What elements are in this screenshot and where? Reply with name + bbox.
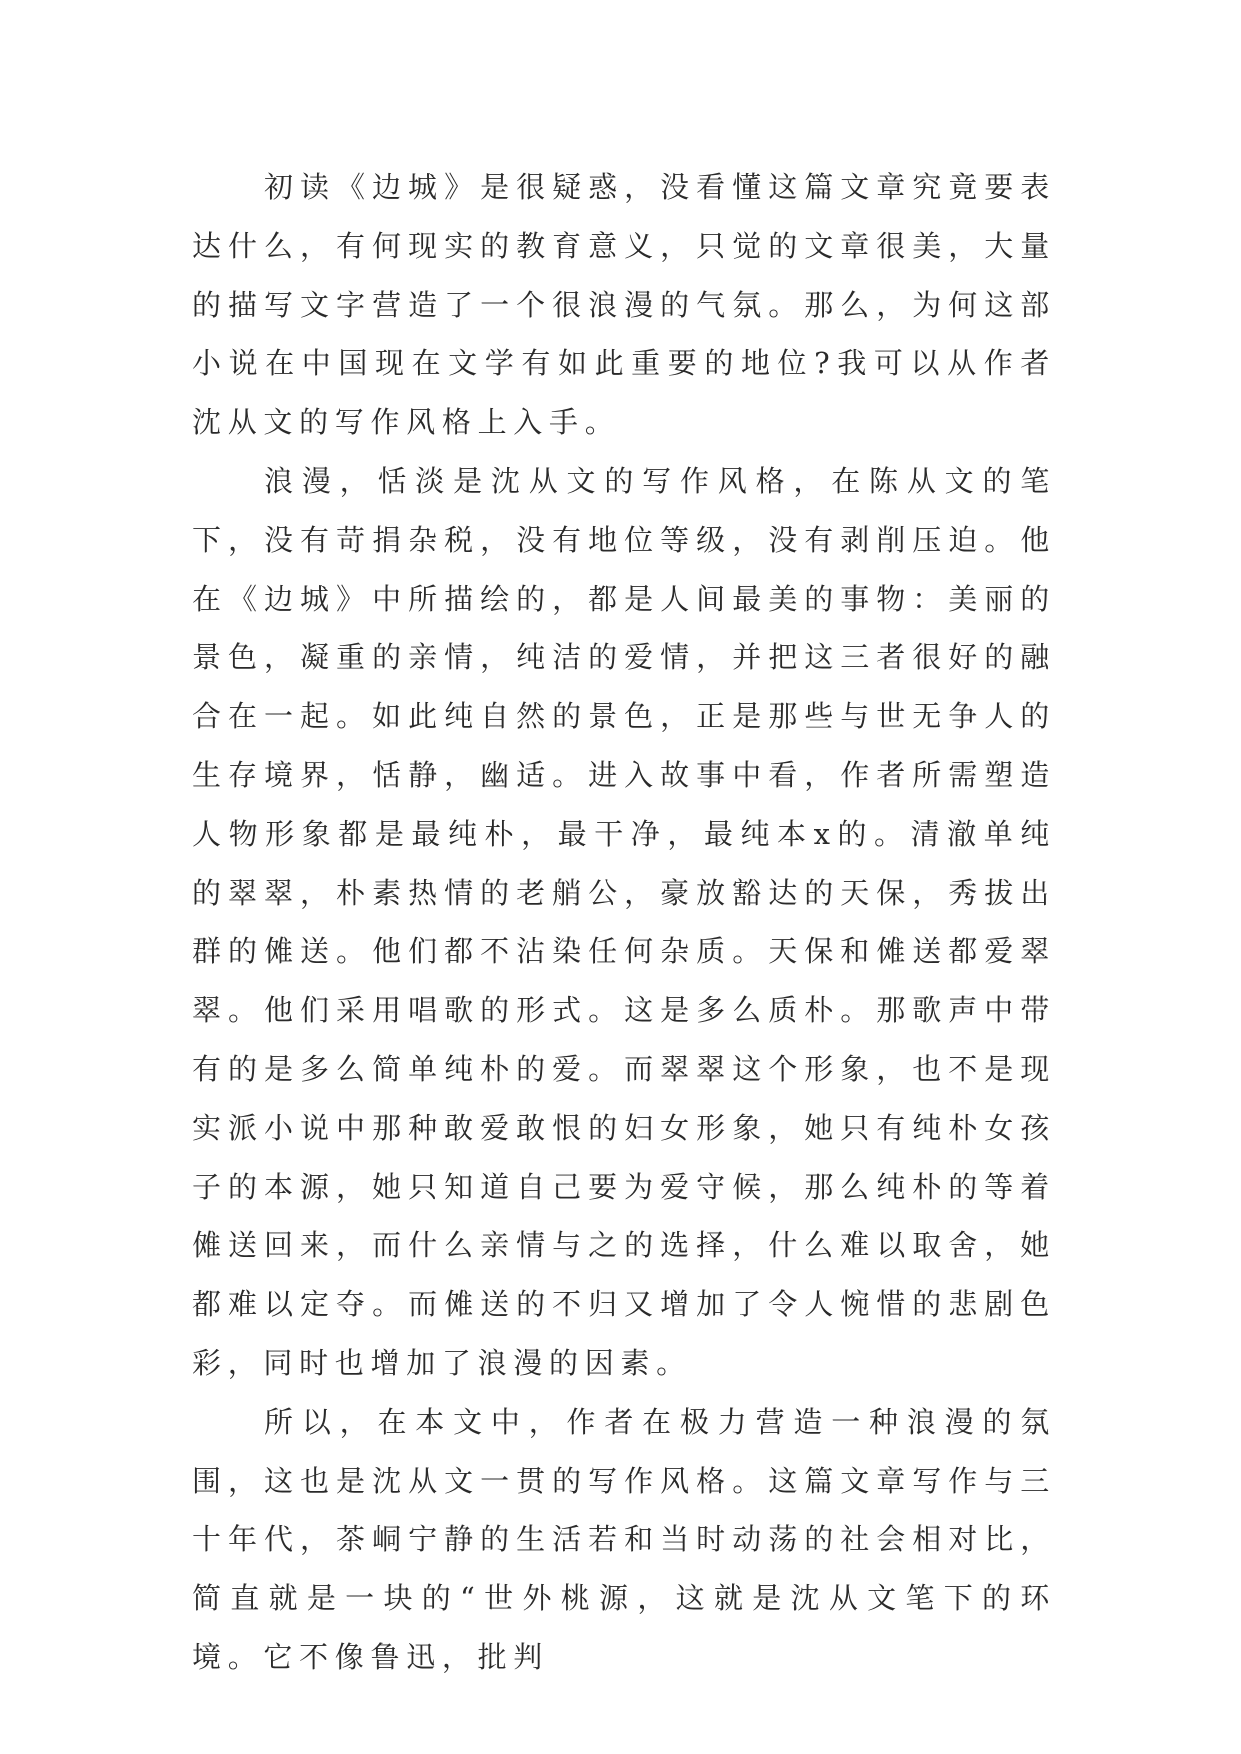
document-body <box>192 158 1056 1687</box>
paragraph-3: 所以，在本文中，作者在极力营造一种浪漫的氛围，这也是沈从文一贯的写作风格。这篇文章写作与三十年代，茶峒宁静的生活若和当时动荡的社会相对比，简直就是一块的“世外桃源，这就是沈从文笔下的环境。它不像鲁迅，批判 <box>192 1404 1056 1674</box>
paragraph-2: 浪漫，恬淡是沈从文的写作风格，在陈从文的笔下，没有苛捐杂税，没有地位等级，没有剥削压迫。他在《边城》中所描绘的，都是人间最美的事物：美丽的景色，凝重的亲情，纯洁的爱情，并把这三者很好的融合在一起。如此纯自然的景色，正是那些与世无争人的生存境界，恬静，幽适。进入故事中看，作者所需塑造人物形象都是最纯朴，最干净，最纯本x的。清澈单纯的翠翠，朴素热情的老艄公，豪放豁达的天保，秀拔出群的傩送。他们都不沾染任何杂质。天保和傩送都爱翠翠。他们采用唱歌的形式。这是多么质朴。那歌声中带有的是多么简单纯朴的爱。而翠翠这个形象，也不是现实派小说中那种敢爱敢恨的妇女形象，她只有纯朴女孩子的本源，她只知道自己要为爱守候，那么纯朴的等着傩送回来，而什么亲情与之的选择，什么难以取舍，她都难以定夺。而傩送的不归又增加了令人惋惜的悲剧色彩，同时也增加了浪漫的因素。 <box>192 463 1056 1380</box>
paragraph-1: 初读《边城》是很疑惑，没看懂这篇文章究竟要表达什么，有何现实的教育意义，只觉的文章很美，大量的描写文字营造了一个很浪漫的气氛。那么，为何这部小说在中国现在文学有如此重要的地位?我可以从作者沈从文的写作风格上入手。 <box>192 170 1056 440</box>
